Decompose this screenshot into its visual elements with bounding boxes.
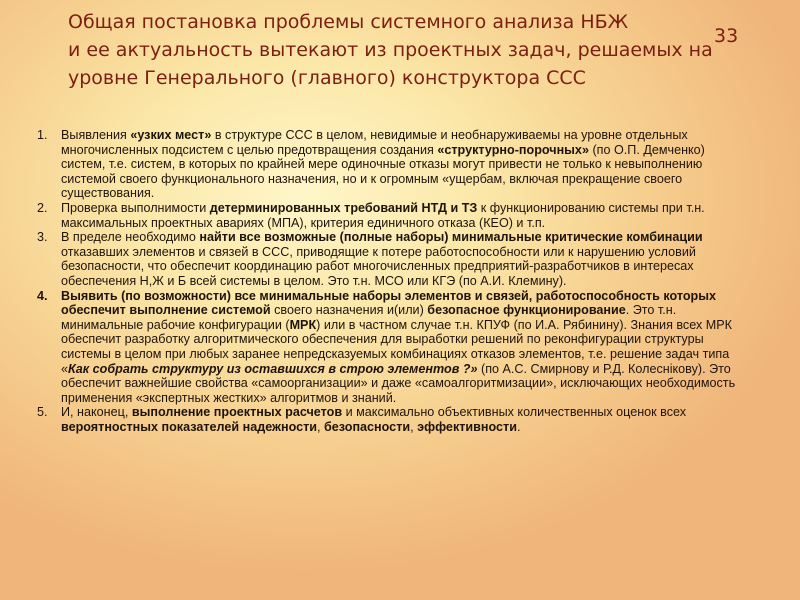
list-item-number: 5.: [37, 405, 48, 420]
text-segment: отказавших элементов и связей в ССС, приводящие к потере работоспособности или к нарушению условий безопасности, что обеспечит координацию работ многочисленных предприятий-разработчиков в интересах обеспечения Н,Ж и Б всей системы в целом. Это т.н. МСО или КГЭ (по А.И. Клемину).: [61, 244, 696, 288]
list-item: [37, 230, 737, 288]
title-line: Общая постановка проблемы системного анализа НБЖ: [68, 11, 629, 33]
text-segment: ) или в частном случае т.н. КПУФ (по И.А. Рябинину). Знания всех МРК обеспечит разработку алгоритмического обеспечения для выработки решений по реконфигурации структуры системы в целом при любых заранее непредсказуемых комбинациях отказов элементов, т.е. решение задач типа «: [61, 317, 732, 376]
text-segment-bold: «узких мест»: [130, 128, 212, 142]
text-segment-bold-italic: Как собрать структуру из оставшихся в строю элементов ?»: [68, 361, 478, 376]
list-item: [37, 289, 737, 406]
page-number: 33: [714, 25, 739, 47]
text-segment: (по О.П. Демченко) систем, т.е. систем, в которых по крайней мере одиночные отказы могут привести не только к невыполнению системой своего функционального назначения, но и к огромным «ущербам, включая прекращение своего существования.: [61, 142, 705, 201]
text-segment: (по А.С. Смирнову и Р.Д. Колеснікову). Это обеспечит важнейшие свойства «самоорганизации» и даже «самоалгоритмизации», исключающих необходимость применения «экспертных жестких» алгоритмов и знаний.: [61, 361, 736, 405]
slide-title: [68, 8, 728, 92]
numbered-list: [37, 128, 737, 434]
list-item-number: 1.: [37, 128, 48, 142]
text-segment: ,: [317, 419, 325, 434]
text-segment: В пределе необходимо: [61, 230, 200, 245]
text-segment-bold: детерминированных требований НТД и ТЗ: [209, 200, 478, 215]
text-segment: и максимально объективных количественных оценок всех: [342, 405, 687, 420]
list-item-number: 3.: [37, 230, 48, 245]
text-segment: И, наконец,: [61, 405, 132, 420]
text-segment-bold: безопасности: [324, 419, 411, 434]
list-item-number: 2.: [37, 200, 48, 215]
title-line: и ее актуальность вытекают из проектных задач, решаемых на: [68, 39, 713, 61]
list-item: [37, 405, 737, 434]
list-item-text: [61, 289, 735, 405]
list-item: [37, 201, 737, 230]
text-segment-bold: эффективности: [417, 419, 517, 434]
text-segment-bold: МРК: [289, 317, 317, 332]
text-segment: к функционированию системы при т.н. максимальных проектных авариях (МПА), критерия единичного отказа (КЕО) и т.п.: [61, 200, 705, 230]
list-item-text: [61, 201, 705, 230]
text-segment-bold: найти все возможные (полные наборы) минимальные критические комбинации: [199, 230, 703, 245]
text-segment: . Это т.н. минимальные рабочие конфигурации (: [61, 303, 677, 332]
text-segment-bold: Выявить (по возможности) все минимальные наборы элементов и связей, работоспособность которых обеспечит выполнение системой: [61, 288, 716, 318]
list-item: [37, 128, 737, 201]
text-segment-bold: выполнение проектных расчетов: [131, 405, 343, 420]
text-segment: Выявления: [61, 128, 131, 142]
text-segment: своего назначения и(или): [270, 303, 428, 318]
list-item-number: 4.: [37, 288, 48, 303]
list-item-text: [61, 128, 705, 200]
list-item-text: [61, 405, 686, 434]
text-segment: ,: [410, 419, 418, 434]
text-segment-bold: безопасное функционирование: [427, 303, 626, 318]
text-segment: Проверка выполнимости: [61, 200, 210, 215]
text-segment: .: [516, 419, 521, 434]
list-item-text: [61, 230, 703, 288]
title-line: уровне Генерального (главного) конструктора ССС: [68, 67, 586, 89]
text-segment-bold: «структурно-порочных»: [437, 142, 589, 157]
text-segment-bold: вероятностных показателей надежности: [61, 419, 318, 434]
text-segment: в структуре ССС в целом, невидимые и необнаруживаемы на уровне отдельных многочисленных подсистем с целью предотвращения создания: [61, 128, 688, 157]
